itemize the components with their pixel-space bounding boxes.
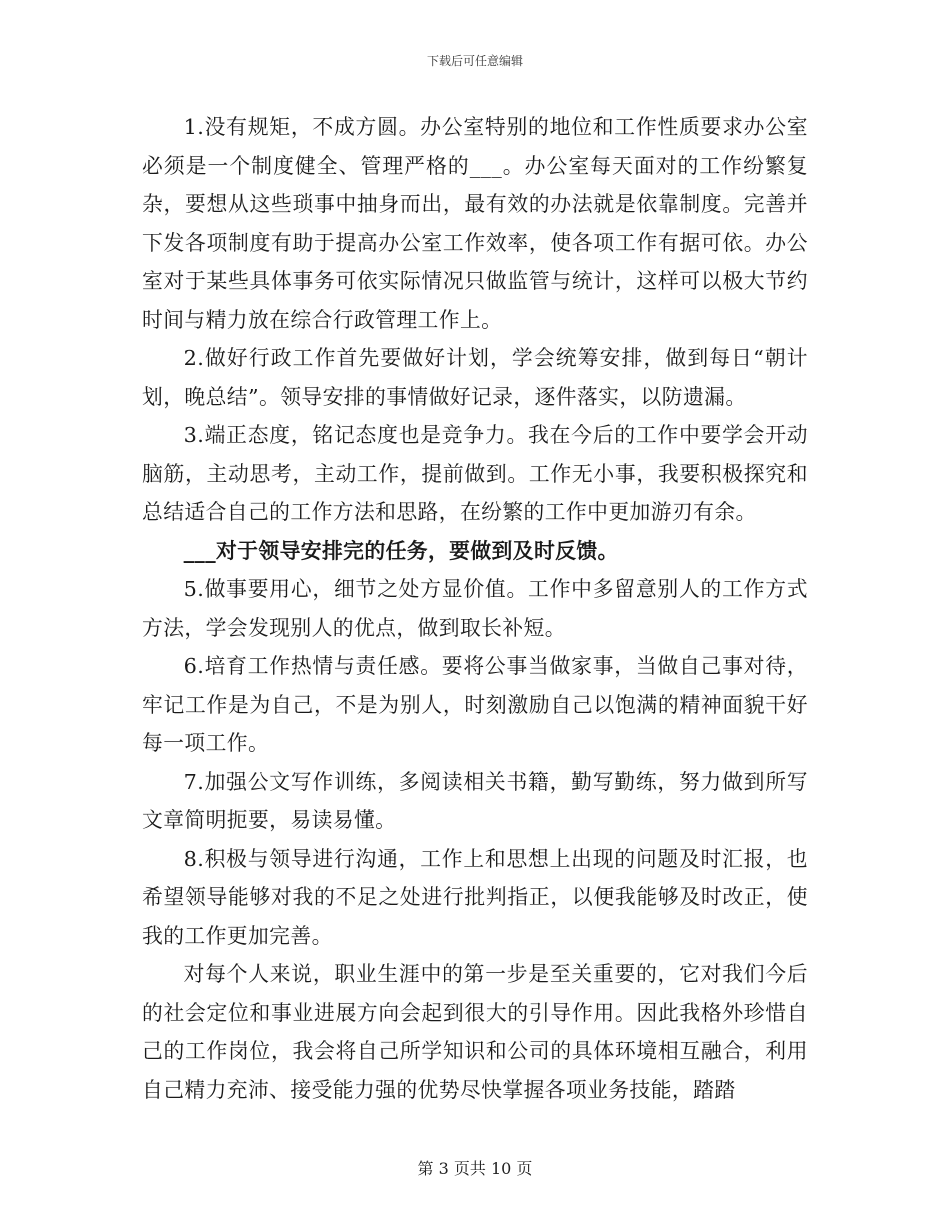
document-body	[142, 108, 808, 1109]
paragraph-6: 6.培育工作热情与责任感。要将公事当做家事，当做自己事对待，牢记工作是为自己，不是为别人，时刻激励自己以饱满的精神面貌干好每一项工作。	[142, 654, 808, 755]
paragraph-8: 8.积极与领导进行沟通，工作上和思想上出现的问题及时汇报，也希望领导能够对我的不足之处进行批判指正，以便我能够及时改正，使我的工作更加完善。	[142, 846, 808, 948]
paragraph-9: 对每个人来说，职业生涯中的第一步是至关重要的，它对我们今后的社会定位和事业进展方向会起到很大的引导作用。因此我格外珍惜自己的工作岗位，我会将自己所学知识和公司的具体环境相互融合，利用自己精力充沛、接受能力强的优势尽快掌握各项业务技能，踏踏	[142, 962, 808, 1102]
paragraph-4: ___对于领导安排完的任务，要做到及时反馈。	[183, 537, 619, 563]
paragraph-2: 2.做好行政工作首先要做好计划，学会统筹安排，做到每日“朝计划，晚总结”。领导安排的事情做好记录，逐件落实，以防遗漏。	[142, 346, 808, 409]
paragraph-7: 7.加强公文写作训练，多阅读相关书籍，勤写勤练，努力做到所写文章简明扼要，易读易懂。	[142, 769, 808, 832]
page-number: 第 3 页共 10 页	[417, 1159, 533, 1178]
paragraph-5: 5.做事要用心，细节之处方显价值。工作中多留意别人的工作方式方法，学会发现别人的优点，做到取长补短。	[142, 577, 808, 640]
page-header: 下载后可任意编辑	[426, 54, 523, 68]
paragraph-1: 1.没有规矩，不成方圆。办公室特别的地位和工作性质要求办公室必须是一个制度健全、管理严格的___。办公室每天面对的工作纷繁复杂，要想从这些琐事中抽身而出，最有效的办法就是依靠制度。完善并下发各项制度有助于提高办公室工作效率，使各项工作有据可依。办公室对于某些具体事务可依实际情况只做监管与统计，这样可以极大节约时间与精力放在综合行政管理工作上。	[142, 115, 808, 332]
paragraph-3: 3.端正态度，铭记态度也是竞争力。我在今后的工作中要学会开动脑筋，主动思考，主动工作，提前做到。工作无小事，我要积极探究和总结适合自己的工作方法和思路，在纷繁的工作中更加游刃有余。	[142, 423, 808, 524]
